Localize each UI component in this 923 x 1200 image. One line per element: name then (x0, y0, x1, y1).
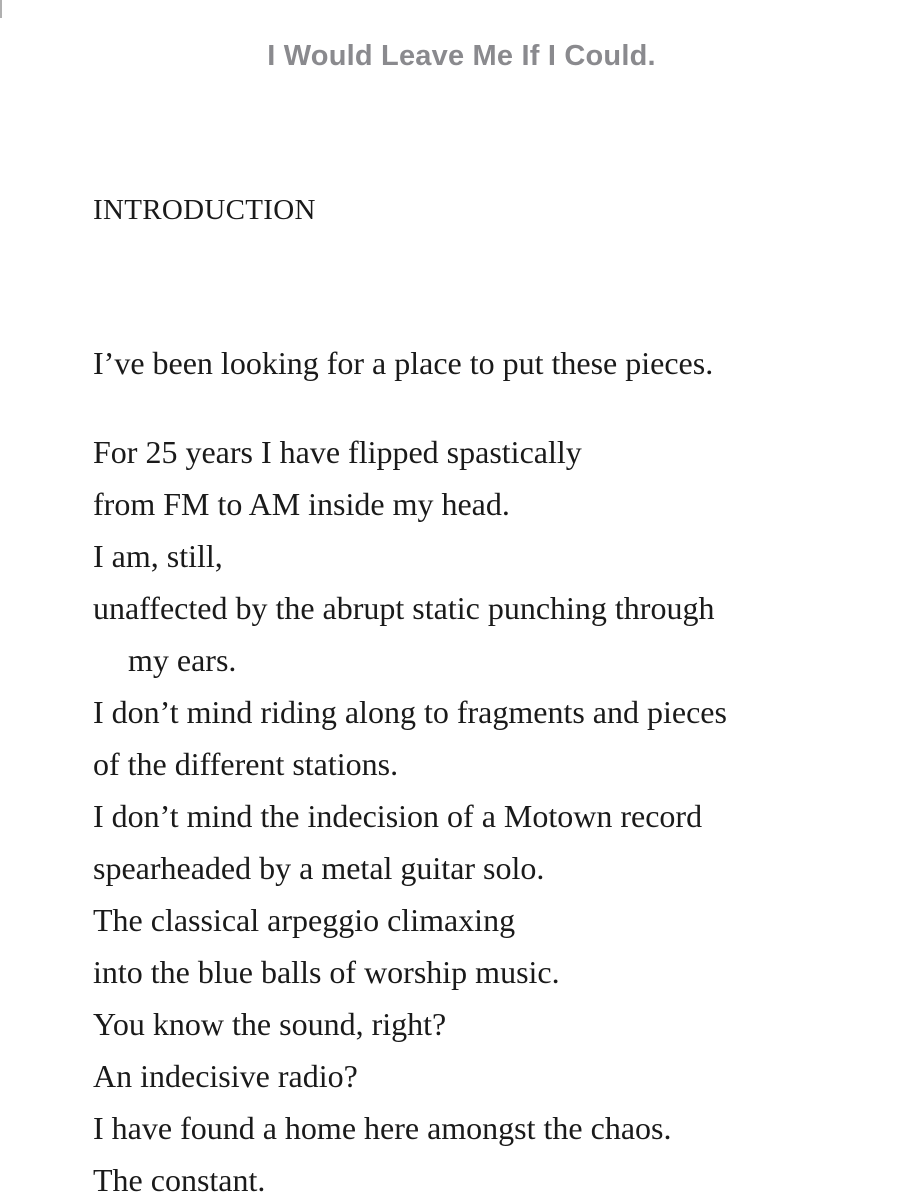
opening-line: I’ve been looking for a place to put these pieces. (93, 345, 714, 381)
poem-line: from FM to AM inside my head. (93, 486, 510, 522)
page-edge-mark (0, 0, 2, 18)
poem-line: I don’t mind riding along to fragments and pieces (93, 694, 727, 730)
poem-line: spearheaded by a metal guitar solo. (93, 850, 545, 886)
poem-line: of the different stations. (93, 746, 399, 782)
poem-line: into the blue balls of worship music. (93, 954, 560, 990)
poem-line-continuation: my ears. (128, 642, 237, 678)
poem-line: unaffected by the abrupt static punching through (93, 590, 715, 626)
document-title: I Would Leave Me If I Could. (267, 40, 656, 72)
poem-line: The classical arpeggio climaxing (93, 902, 516, 938)
poem-line: I am, still, (93, 538, 223, 574)
poem-line: For 25 years I have flipped spastically (93, 434, 582, 470)
poem-line: I don’t mind the indecision of a Motown record (93, 798, 703, 834)
poem-line: You know the sound, right? (93, 1006, 447, 1042)
section-heading: INTRODUCTION (93, 194, 316, 226)
poem-line: The constant. (93, 1162, 266, 1198)
poem-line: I have found a home here amongst the chaos. (93, 1110, 672, 1146)
poem-line: An indecisive radio? (93, 1058, 358, 1094)
